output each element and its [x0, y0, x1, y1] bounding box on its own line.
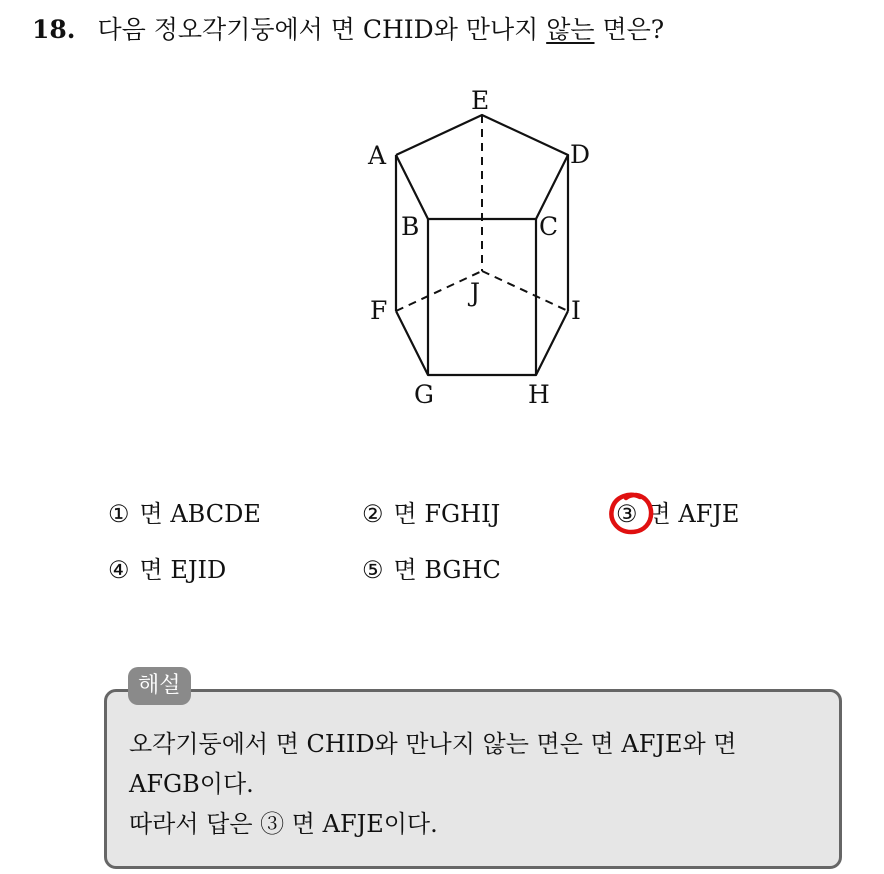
- choice-4-number: ④: [108, 556, 130, 584]
- explanation-box: [104, 689, 842, 869]
- bottom-visible-edges: [396, 311, 568, 375]
- choice-5-number: ⑤: [362, 556, 384, 584]
- choice-1-number: ①: [108, 500, 130, 528]
- choice-2-number: ②: [362, 500, 384, 528]
- vertex-label-I: I: [571, 296, 581, 325]
- vertex-label-A: A: [368, 141, 387, 170]
- question-underlined-word: 않는: [546, 15, 595, 44]
- question-text-after: 면은?: [594, 15, 665, 44]
- vertex-label-C: C: [539, 212, 559, 241]
- vertex-label-G: G: [414, 380, 434, 409]
- prism-diagram: [350, 78, 610, 418]
- choice-5[interactable]: [362, 554, 501, 586]
- vertex-label-J: J: [470, 278, 481, 307]
- choice-3-marked-number: [616, 498, 648, 530]
- explanation-tag: 해설: [128, 667, 191, 705]
- question-line: [32, 12, 664, 48]
- vertex-label-H: H: [528, 380, 550, 409]
- choice-4[interactable]: [108, 554, 226, 586]
- vertex-label-F: F: [370, 296, 388, 325]
- vertex-label-D: D: [570, 140, 591, 169]
- choice-2[interactable]: [362, 498, 500, 530]
- question-number: 18.: [32, 15, 76, 44]
- question-text-before: 다음 정오각기둥에서 면 CHID와 만나지: [97, 15, 547, 44]
- choice-3-number: ③: [616, 500, 638, 528]
- choice-3-text: 면 AFJE: [647, 500, 740, 528]
- vertex-label-B: B: [401, 212, 420, 241]
- pentagonal-prism-figure: [350, 78, 610, 418]
- choice-3[interactable]: [616, 498, 739, 530]
- choice-1-text: 면 ABCDE: [139, 500, 261, 528]
- explanation-line-2: AFGB이다.: [129, 770, 254, 798]
- hidden-edge-JI: [482, 271, 568, 311]
- vertex-label-E: E: [471, 86, 490, 115]
- choice-1[interactable]: [108, 498, 261, 530]
- explanation-line-3: 따라서 답은 ③ 면 AFJE이다.: [129, 810, 438, 838]
- choice-5-text: 면 BGHC: [393, 556, 501, 584]
- explanation-line-1: 오각기둥에서 면 CHID와 만나지 않는 면은 면 AFJE와 면: [129, 730, 737, 758]
- choice-2-text: 면 FGHIJ: [393, 500, 501, 528]
- choice-4-text: 면 EJID: [139, 556, 227, 584]
